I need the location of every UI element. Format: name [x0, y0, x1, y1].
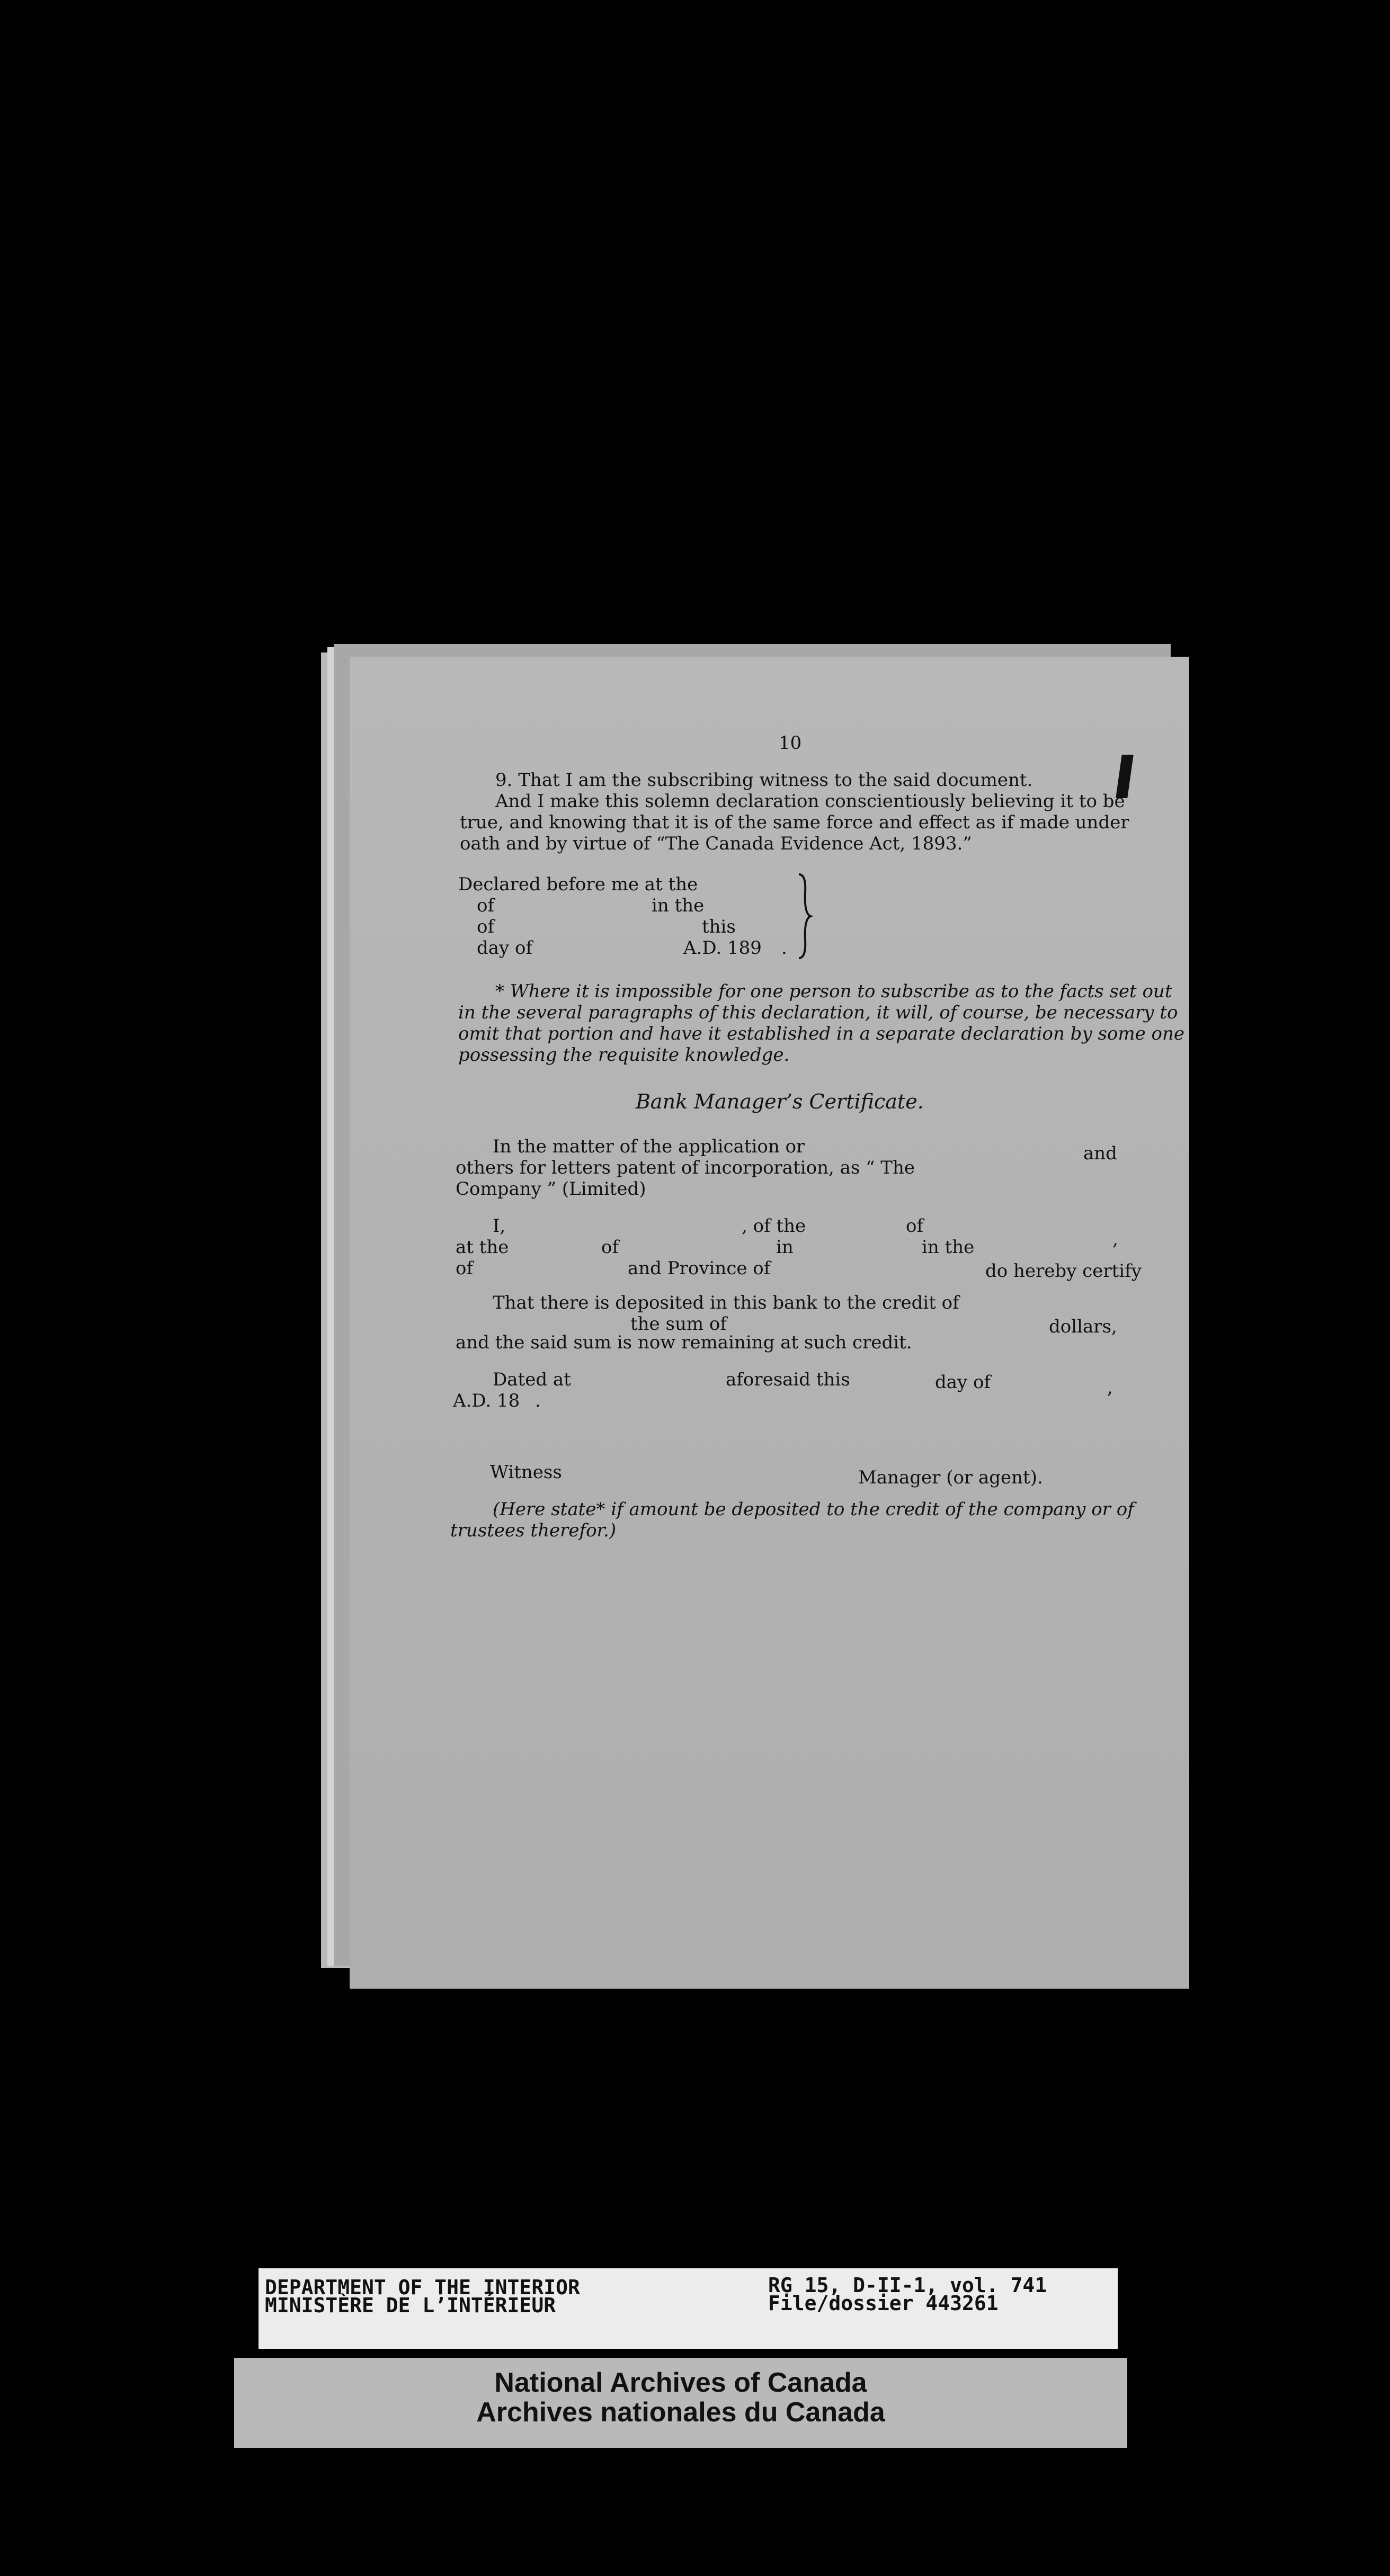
dated-aforesaid: aforesaid this [726, 1369, 850, 1390]
matter-and: and [1083, 1143, 1117, 1164]
here-state-line-2: trustees therefor.) [450, 1520, 617, 1541]
certify-at-the: at the [456, 1237, 509, 1258]
dated-at: Dated at [493, 1369, 571, 1390]
certify-province: and Province of [628, 1258, 771, 1279]
archives-name-en: National Archives of Canada [494, 2367, 867, 2398]
certify-hereby: do hereby certify [985, 1260, 1142, 1282]
declared-dot: . [781, 937, 787, 959]
solemn-line-3: oath and by virtue of “The Canada Evidence Act, 1893.” [460, 833, 972, 854]
matter-line-1: In the matter of the application or [493, 1136, 805, 1157]
matter-line-3: Company ” (Limited) [456, 1178, 646, 1200]
archives-name-fr: Archives nationales du Canada [476, 2397, 885, 2428]
brace-icon [795, 871, 816, 961]
footnote-line-1: * Where it is impossible for one person to subscribe as to the facts set out [495, 981, 1172, 1002]
declared-line: Declared before me at the [458, 874, 698, 895]
certify-of: of [906, 1215, 924, 1237]
department-en: DEPARTMENT OF THE INTERIOR [265, 2276, 580, 2299]
footnote-line-2: in the several paragraphs of this declaration, it will, of course, be necessary to [458, 1002, 1178, 1023]
deposit-sum: the sum of [630, 1313, 727, 1335]
certify-of-b: of [601, 1237, 619, 1258]
paragraph-9: 9. That I am the subscribing witness to the said document. [495, 770, 1033, 791]
dated-day-of: day of [935, 1372, 991, 1393]
record-group-ref: RG 15, D-II-1, vol. 741 [768, 2274, 1047, 2297]
witness-label: Witness [490, 1462, 562, 1483]
certificate-title: Bank Manager’s Certificate. [636, 1090, 924, 1113]
matter-line-2: others for letters patent of incorporation, as “ The [456, 1157, 915, 1178]
declared-of: of [477, 895, 495, 916]
certify-in: in [776, 1237, 794, 1258]
archive-reference-label [259, 2268, 1118, 2349]
department-fr: MINISTÈRE DE L’INTÉRIEUR [265, 2294, 556, 2317]
file-number: File/dossier 443261 [768, 2292, 999, 2315]
solemn-line-2: true, and knowing that it is of the same force and effect as if made under [460, 812, 1129, 833]
dated-dot: . [535, 1390, 541, 1411]
footnote-line-4: possessing the requisite knowledge. [458, 1044, 790, 1066]
here-state-line-1: (Here state* if amount be deposited to the credit of the company or of [493, 1499, 1134, 1520]
certify-of-c: of [456, 1258, 474, 1279]
declared-this: this [702, 916, 736, 937]
declared-of-2: of [477, 916, 495, 937]
certify-comma: , [1112, 1229, 1118, 1250]
deposit-line-3: and the said sum is now remaining at such credit. [456, 1332, 912, 1353]
declared-ad: A.D. 189 [683, 937, 762, 959]
page-number: 10 [779, 732, 802, 754]
certify-of-the: , of the [742, 1215, 806, 1237]
declared-day-of: day of [477, 937, 533, 959]
manager-label: Manager (or agent). [858, 1467, 1043, 1488]
certify-i: I, [493, 1215, 506, 1237]
declared-in-the: in the [652, 895, 705, 916]
dated-comma: , [1107, 1377, 1113, 1398]
deposit-dollars: dollars, [1049, 1316, 1117, 1337]
certify-in-the: in the [922, 1237, 975, 1258]
solemn-line-1: And I make this solemn declaration conscientiously believing it to be [495, 791, 1125, 812]
deposit-line-1: That there is deposited in this bank to the credit of [493, 1292, 959, 1313]
dated-ad: A.D. 18 [453, 1390, 520, 1411]
document-page [350, 657, 1189, 1989]
footnote-line-3: omit that portion and have it established in a separate declaration by some one [458, 1023, 1185, 1044]
archives-banner [234, 2358, 1127, 2448]
